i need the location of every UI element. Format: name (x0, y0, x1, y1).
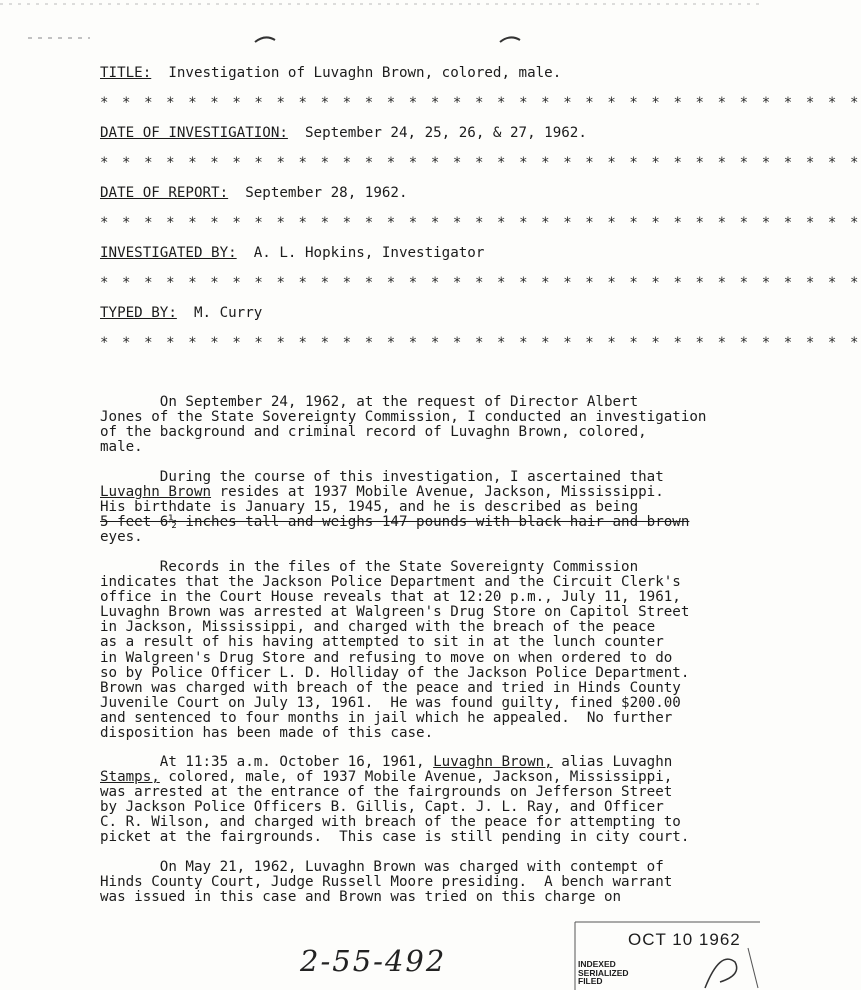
paragraph-request (100, 395, 750, 455)
date-report-value: September 28, 1962. (245, 185, 408, 201)
star-divider: * * * * * * * * * * * * * * * * * * * * * * * * * * * * * * * * * * * (100, 335, 861, 351)
text-line: At 11:35 a.m. October 16, 1961, Luvaghn Brown, alias Luvaghn (100, 754, 673, 770)
text-line: picket at the fairgrounds. This case is still pending in city court. (100, 829, 690, 846)
star-divider: * * * * * * * * * * * * * * * * * * * * * * * * * * * * * * * * * * * (100, 215, 861, 231)
text-line: so by Police Officer L. D. Holliday of the Jackson Police Department. (100, 664, 690, 681)
text-line: in Jackson, Mississippi, and charged with the breach of the peace (100, 619, 656, 636)
text-line: office in the Court House reveals that at 12:20 p.m., July 11, 1961, (100, 589, 681, 606)
text-line: was issued in this case and Brown was tried on this charge on (100, 889, 622, 906)
investigated-by-label: INVESTIGATED BY: (100, 245, 237, 261)
title-line (100, 65, 561, 81)
typed-by-label: TYPED BY: (100, 305, 177, 321)
text-line: was arrested at the entrance of the fairgrounds on Jefferson Street (100, 784, 673, 801)
star-divider: * * * * * * * * * * * * * * * * * * * * * * * * * * * * * * * * * * * (100, 155, 861, 171)
text-line: and sentenced to four months in jail which he appealed. No further (100, 709, 673, 726)
stamp-line: FILED (578, 976, 603, 986)
received-stamp (570, 920, 760, 990)
text-line: During the course of this investigation, I ascertained that (100, 469, 664, 485)
text-line: Brown was charged with breach of the peace and tried in Hinds County (100, 679, 681, 696)
text-line: His birthdate is January 15, 1945, and he is described as being (100, 499, 639, 516)
date-report-line (100, 185, 408, 201)
subject-name: Luvaghn Brown (100, 484, 212, 501)
text-line: eyes. (100, 529, 143, 546)
paragraph-records (100, 560, 750, 741)
text-line: Juvenile Court on July 13, 1961. He was found guilty, fined $200.00 (100, 694, 681, 711)
title-value: Investigation of Luvaghn Brown, colored, male. (168, 65, 562, 81)
stamp-line: INDEXED (578, 959, 616, 969)
text-line: as a result of his having attempted to sit in at the lunch counter (100, 634, 664, 651)
investigated-by-line (100, 245, 484, 261)
text-line: On May 21, 1962, Luvaghn Brown was charged with contempt of (100, 859, 664, 875)
typed-by-line (100, 305, 262, 321)
text-line: Stamps, colored, male, of 1937 Mobile Avenue, Jackson, Mississippi, (100, 769, 673, 786)
text-line: C. R. Wilson, and charged with breach of the peace for attempting to (100, 814, 681, 831)
paragraph-fairgrounds-arrest (100, 755, 750, 846)
alias-name: Stamps, (100, 769, 160, 786)
text-line: in Walgreen's Drug Store and refusing to move on when ordered to do (100, 649, 673, 666)
stamp-lines (578, 960, 629, 986)
date-investigation-value: September 24, 25, 26, & 27, 1962. (305, 125, 587, 141)
subject-name: Luvaghn Brown, (433, 754, 553, 770)
date-report-label: DATE OF REPORT: (100, 185, 229, 201)
star-divider: * * * * * * * * * * * * * * * * * * * * * * * * * * * * * * * * * * * (100, 275, 861, 291)
paragraph-description (100, 470, 750, 545)
text-line: Hinds County Court, Judge Russell Moore presiding. A bench warrant (100, 874, 673, 891)
handwritten-file-number: 2-55-492 (300, 944, 447, 978)
stamp-date: OCT 10 1962 (628, 930, 741, 949)
typed-by-value: M. Curry (193, 305, 263, 321)
star-divider: * * * * * * * * * * * * * * * * * * * * * * * * * * * * * * * * * * * (100, 95, 861, 111)
text-line: indicates that the Jackson Police Department and the Circuit Clerk's (100, 574, 681, 591)
text-line: of the background and criminal record of Luvaghn Brown, colored, (100, 424, 647, 441)
investigated-by-value: A. L. Hopkins, Investigator (253, 245, 485, 261)
text-line: by Jackson Police Officers B. Gillis, Capt. J. L. Ray, and Officer (100, 799, 664, 816)
stamp-line: SERIALIZED (578, 967, 629, 978)
paragraph-contempt (100, 860, 750, 905)
text-line: Luvaghn Brown resides at 1937 Mobile Avenue, Jackson, Mississippi. (100, 484, 664, 501)
struck-text-line: 5 feet 6½ inches tall and weighs 147 pounds with black hair and brown (100, 514, 690, 531)
text-line: Jones of the State Sovereignty Commission, I conducted an investigation (100, 409, 707, 426)
text-line: On September 24, 1962, at the request of Director Albert (100, 394, 639, 410)
text-line: Records in the files of the State Sovereignty Commission (100, 559, 639, 575)
text-line: male. (100, 439, 143, 456)
date-investigation-line (100, 125, 587, 141)
title-label: TITLE: (100, 65, 152, 81)
text-line: disposition has been made of this case. (100, 725, 434, 742)
date-investigation-label: DATE OF INVESTIGATION: (100, 125, 288, 141)
scan-artifacts (0, 0, 763, 60)
text-line: Luvaghn Brown was arrested at Walgreen's Drug Store on Capitol Street (100, 604, 690, 621)
